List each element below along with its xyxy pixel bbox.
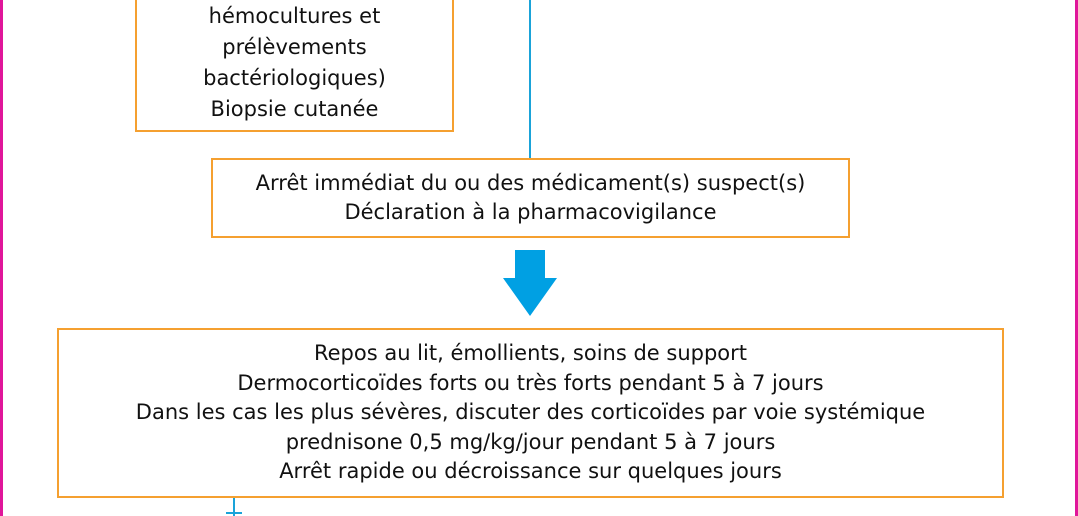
investigations-line: hémocultures et — [208, 4, 381, 28]
treatment-line: prednisone 0,5 mg/kg/jour pendant 5 à 7 jours — [285, 429, 776, 454]
treatment-line: Dermocorticoïdes forts ou très forts pendant 5 à 7 jours — [237, 370, 824, 395]
stop-drug-line: Déclaration à la pharmacovigilance — [344, 200, 717, 224]
down-arrow-icon — [503, 250, 557, 316]
stop-drug-line: Arrêt immédiat du ou des médicament(s) suspect(s) — [255, 170, 806, 195]
investigations-box — [135, 0, 454, 132]
treatment-line: Arrêt rapide ou décroissance sur quelques jours — [279, 459, 782, 484]
treatment-line: Dans les cas les plus sévères, discuter des corticoïdes par voie systémique — [135, 400, 926, 425]
treatment-line: Repos au lit, émollients, soins de support — [313, 341, 748, 366]
stop-drug-box — [211, 158, 850, 238]
frame-left-border — [0, 0, 3, 516]
investigations-line: prélèvements — [222, 35, 367, 59]
treatment-box — [57, 328, 1004, 498]
investigations-line: bactériologiques) — [203, 66, 386, 90]
investigations-line: Biopsie cutanée — [210, 97, 379, 121]
connector-line-top — [529, 0, 531, 158]
connector-tick-bottom — [226, 512, 242, 514]
